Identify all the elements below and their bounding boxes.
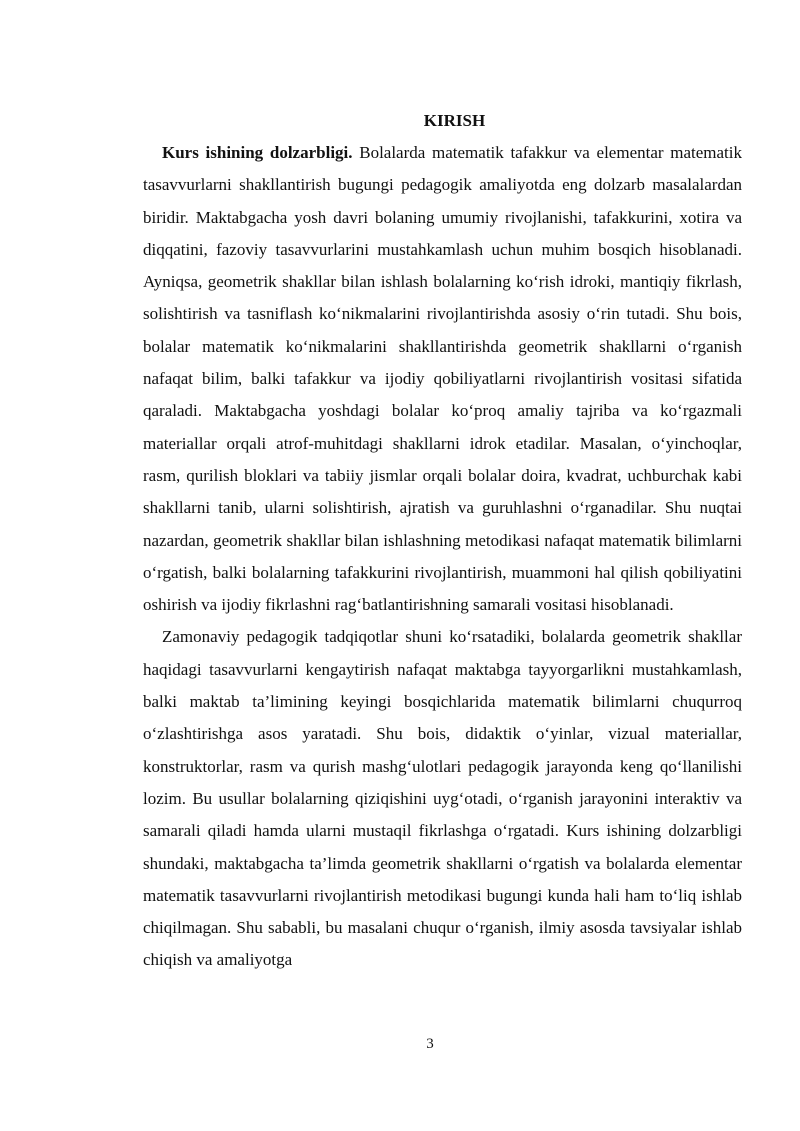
page-number: 3 bbox=[426, 1036, 434, 1052]
page-content bbox=[143, 108, 742, 977]
paragraph-lead: Kurs ishining dolzarbligi. bbox=[162, 143, 353, 162]
paragraph-modern-research: Zamonaviy pedagogik tadqiqotlar shuni ko‘rsatadiki, bolalarda geometrik shakllar haqidagi tasavvurlarni kengaytirish nafaqat maktabga tayyorgarlikni mustahkamlash, balki maktab ta’limining keyingi bosqichlarida matematik bilimlarni chuqurroq o‘zlashtirishga asos yaratadi. Shu bois, didaktik o‘yinlar, vizual materiallar, konstruktorlar, rasm va qurish mashg‘ulotlari pedagogik jarayonda keng qo‘llanilishi lozim. Bu usullar bolalarning qiziqishini uyg‘otadi, o‘rganish jarayonini interaktiv va samarali qiladi hamda ularni mustaqil fikrlashga o‘rgatadi. Kurs ishining dolzarbligi shundaki, maktabgacha ta’limda geometrik shakllarni o‘rgatish va bolalarda elementar matematik tasavvurlarni rivojlantirish metodikasi bugungi kunda hali ham to‘liq ishlab chiqilmagan. Shu sababli, bu masalani chuqur o‘rganish, ilmiy asosda tavsiyalar ishlab chiqish va amaliyotga bbox=[143, 627, 742, 970]
paragraph-body: Bolalarda matematik tafakkur va elementar matematik tasavvurlarni shakllantirish bugungi pedagogik amaliyotda eng dolzarb masalalardan biridir. Maktabgacha yosh davri bolaning umumiy rivojlanishi, tafakkurini, xotira va diqqatini, fazoviy tasavvurlarini mustahkamlash uchun muhim bosqich hisoblanadi. Ayniqsa, geometrik shakllar bilan ishlash bolalarning ko‘rish idroki, mantiqiy fikrlash, solishtirish va tasniflash ko‘nikmalarini rivojlantirishda asosiy o‘rin tutadi. Shu bois, bolalar matematik ko‘nikmalarini shakllantirishda geometrik shakllarni o‘rganish nafaqat bilim, balki tafakkur va ijodiy qobiliyatlarni rivojlantirish vositasi sifatida qaraladi. Maktabgacha yoshdagi bolalar ko‘proq amaliy tajriba va ko‘rgazmali materiallar orqali atrof-muhitdagi shakllarni idrok etadilar. Masalan, o‘yinchoqlar, rasm, qurilish bloklari va tabiiy jismlar orqali bolalar doira, kvadrat, uchburchak kabi shakllarni tanib, ularni solishtirish, ajratish va guruhlashni o‘rganadilar. Shu nuqtai nazardan, geometrik shakllar bilan ishlashning metodikasi nafaqat matematik bilimlarni o‘rgatish, balki bolalarning tafakkurini rivojlantirish, muammoni hal qilish qobiliyatini oshirish va ijodiy fikrlashni rag‘batlantirishning samarali vositasi hisoblanadi. bbox=[143, 143, 742, 615]
section-heading: KIRISH bbox=[423, 111, 486, 130]
paragraph-relevance bbox=[143, 137, 742, 621]
